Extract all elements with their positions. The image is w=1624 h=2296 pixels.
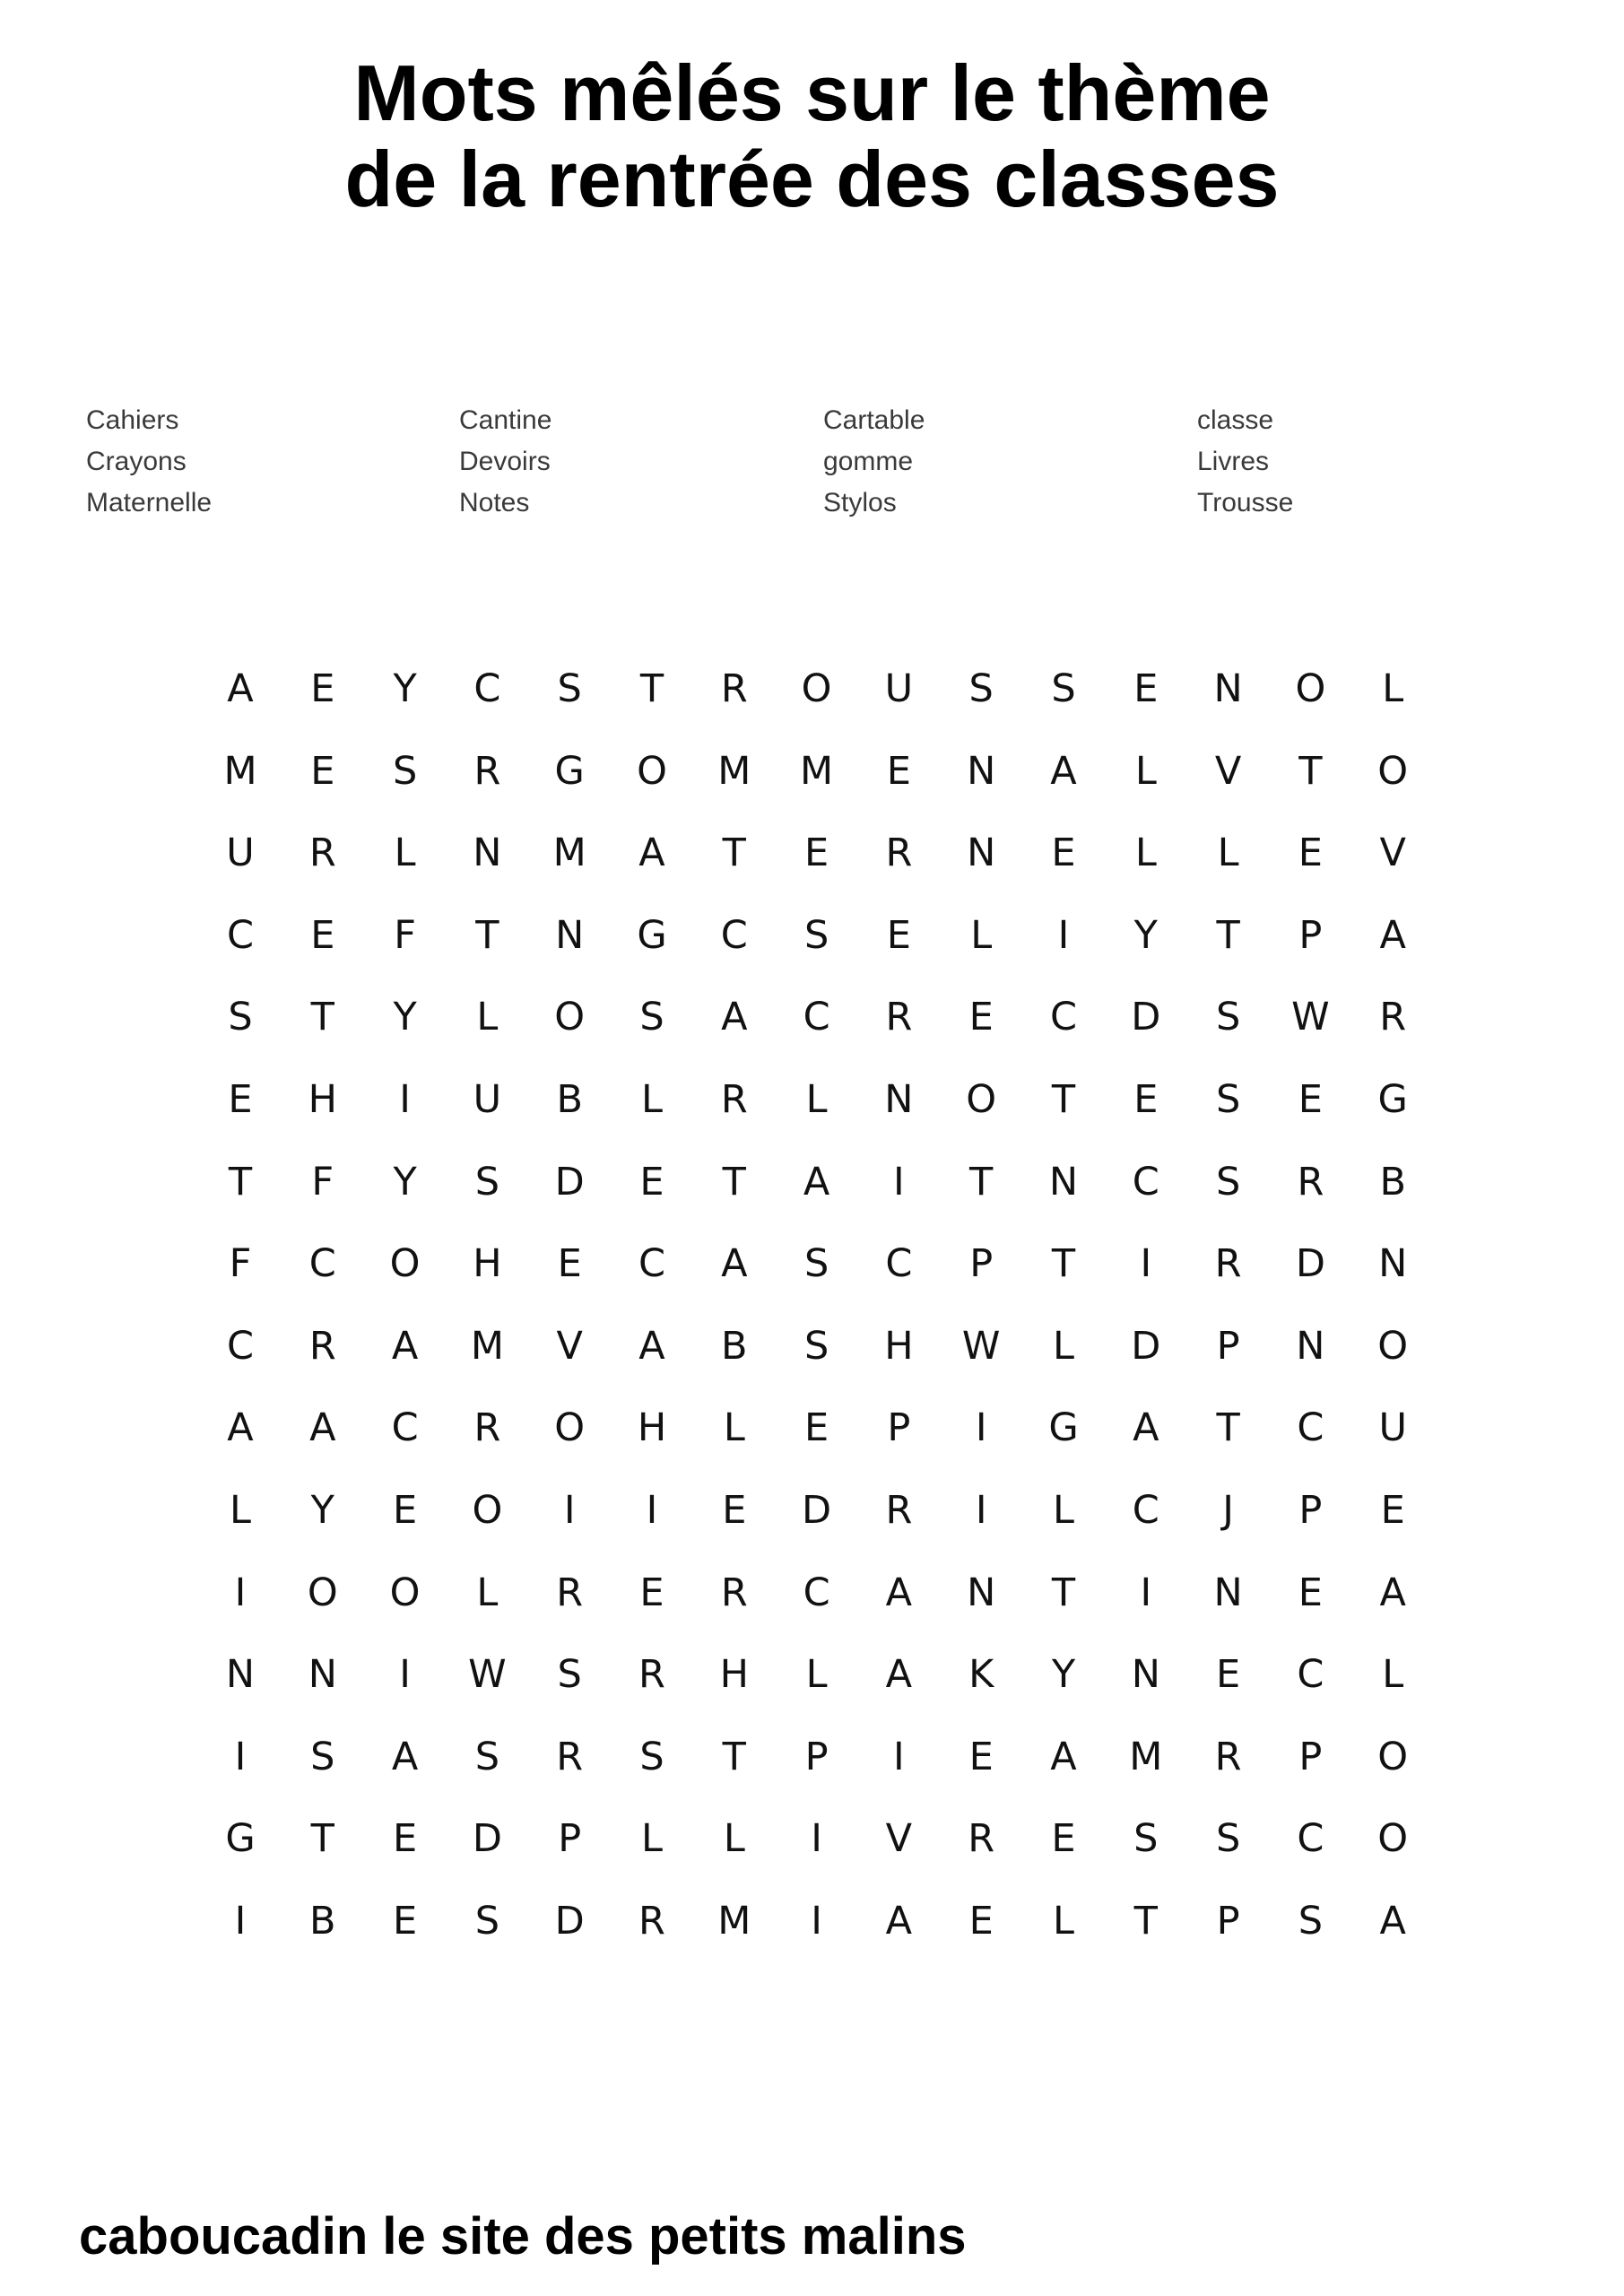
grid-letter[interactable]: E [1298,1570,1323,1615]
grid-letter[interactable]: E [1051,831,1076,876]
grid-letter[interactable]: O [1377,1323,1409,1369]
grid-letter[interactable]: P [1298,1734,1323,1779]
grid-letter[interactable]: Y [310,1488,334,1533]
grid-letter[interactable]: E [393,1899,418,1944]
grid-letter[interactable]: G [225,1816,256,1862]
grid-letter[interactable]: E [310,912,335,958]
grid-letter[interactable]: T [475,912,499,958]
grid-letter[interactable]: G [554,748,585,794]
grid-letter[interactable]: L [805,1652,828,1698]
grid-letter[interactable]: A [885,1899,913,1944]
grid-letter[interactable]: C [226,1323,255,1369]
word-list-item: Crayons [86,447,187,476]
grid-letter[interactable]: L [476,995,499,1040]
grid-letter[interactable]: N [967,831,996,876]
grid-letter[interactable]: N [555,912,585,958]
title-line-1: Mots mêlés sur le thème [353,48,1271,137]
grid-letter[interactable]: C [1297,1816,1324,1862]
word-list-item: Stylos [823,488,897,517]
grid-letter[interactable]: E [804,831,829,876]
grid-letter[interactable]: I [399,1652,411,1698]
grid-letter[interactable]: E [1216,1652,1241,1698]
grid-letter[interactable]: Y [393,666,417,711]
grid-letter[interactable]: S [392,748,418,794]
grid-letter[interactable]: A [885,1570,913,1615]
grid-letter[interactable]: L [1134,748,1157,794]
title-line-2: de la rentrée des classes [344,135,1280,223]
grid-letter[interactable]: A [1379,912,1406,958]
grid-letter[interactable]: F [394,912,416,958]
grid-letter[interactable]: R [968,1816,995,1862]
grid-letter[interactable]: S [1133,1816,1159,1862]
grid-letter[interactable]: E [886,912,911,958]
grid-letter[interactable]: V [1214,748,1242,794]
grid-letter[interactable]: P [1298,912,1323,958]
grid-letter[interactable]: R [308,831,336,876]
grid-letter[interactable]: E [639,1570,664,1615]
grid-letter[interactable]: H [884,1323,914,1369]
grid-letter[interactable]: S [1215,1077,1241,1122]
grid-letter[interactable]: A [638,1323,665,1369]
grid-letter[interactable]: I [975,1405,987,1451]
grid-letter[interactable]: T [310,995,334,1040]
grid-letter[interactable]: N [473,831,502,876]
grid-letter[interactable]: G [637,912,667,958]
grid-letter[interactable]: E [1133,666,1159,711]
grid-letter[interactable]: E [310,666,335,711]
grid-letter[interactable]: E [393,1816,418,1862]
grid-letter[interactable]: E [886,748,911,794]
grid-letter[interactable]: E [968,1734,994,1779]
grid-letter[interactable]: A [885,1652,913,1698]
grid-letter[interactable]: A [638,831,665,876]
grid-letter[interactable]: A [1050,748,1077,794]
grid-letter[interactable]: E [804,1405,829,1451]
grid-letter[interactable]: U [1378,1405,1407,1451]
grid-letter[interactable]: F [311,1159,334,1205]
grid-letter[interactable]: S [474,1159,500,1205]
grid-letter[interactable]: P [887,1405,911,1451]
grid-letter[interactable]: M [223,748,257,794]
grid-letter[interactable]: A [1379,1570,1406,1615]
grid-letter[interactable]: M [800,748,834,794]
grid-letter[interactable]: P [804,1734,829,1779]
grid-letter[interactable]: L [1053,1323,1074,1369]
grid-letter[interactable]: H [637,1405,667,1451]
grid-letter[interactable]: I [1140,1570,1152,1615]
grid-letter[interactable]: R [556,1570,584,1615]
grid-letter[interactable]: Y [1133,912,1158,958]
grid-letter[interactable]: O [637,748,667,794]
grid-letter[interactable]: C [803,1570,830,1615]
grid-letter[interactable]: V [885,1816,913,1862]
word-list-item: gomme [823,447,914,476]
grid-letter[interactable]: E [968,1899,994,1944]
grid-letter[interactable]: M [717,1899,751,1944]
grid-letter[interactable]: P [969,1241,994,1287]
grid-letter[interactable]: I [399,1077,411,1122]
grid-letter[interactable]: S [474,1899,500,1944]
grid-letter[interactable]: N [225,1652,256,1698]
grid-letter[interactable]: O [1295,666,1326,711]
grid-letter[interactable]: T [722,1159,746,1205]
grid-letter[interactable]: C [885,1241,913,1287]
grid-letter[interactable]: S [1215,995,1241,1040]
grid-letter[interactable]: S [228,995,253,1040]
grid-letter[interactable]: C [1049,995,1078,1040]
grid-letter[interactable]: E [393,1488,418,1533]
grid-letter[interactable]: E [722,1488,747,1533]
grid-letter[interactable]: C [638,1241,666,1287]
grid-letter[interactable]: S [803,912,829,958]
grid-letter[interactable]: L [970,912,993,958]
grid-letter[interactable]: A [227,1405,254,1451]
grid-letter[interactable]: E [1298,1077,1323,1122]
grid-letter[interactable]: M [552,831,586,876]
grid-letter[interactable]: M [1129,1734,1163,1779]
grid-letter[interactable]: W [961,1323,1001,1369]
grid-letter[interactable]: N [967,1570,996,1615]
grid-letter[interactable]: C [720,912,748,958]
grid-letter[interactable]: S [310,1734,335,1779]
grid-letter[interactable]: S [1051,666,1076,711]
grid-letter[interactable]: L [230,1488,251,1533]
grid-letter[interactable]: N [308,1652,337,1698]
grid-letter[interactable]: I [893,1734,905,1779]
grid-letter[interactable]: A [721,995,748,1040]
grid-letter[interactable]: T [722,1734,746,1779]
grid-letter[interactable]: A [309,1405,336,1451]
grid-letter[interactable]: I [811,1899,822,1944]
word-list-item: Devoirs [459,447,551,476]
grid-letter[interactable]: N [1378,1241,1408,1287]
grid-letter[interactable]: L [805,1077,828,1122]
grid-letter[interactable]: R [885,831,913,876]
word-list-item: Cartable [823,405,925,435]
grid-letter[interactable]: E [228,1077,253,1122]
grid-letter[interactable]: T [228,1159,253,1205]
grid-letter[interactable]: E [1298,831,1323,876]
grid-letter[interactable]: Y [393,995,417,1040]
grid-letter[interactable]: O [389,1241,421,1287]
grid-letter[interactable]: U [473,1077,502,1122]
grid-letter[interactable]: S [803,1323,829,1369]
grid-letter[interactable]: M [470,1323,504,1369]
grid-letter[interactable]: W [468,1652,507,1698]
grid-letter[interactable]: O [966,1077,997,1122]
grid-letter[interactable]: O [472,1488,503,1533]
grid-letter[interactable]: S [1215,1816,1241,1862]
grid-letter[interactable]: T [1216,1405,1240,1451]
grid-letter[interactable]: C [226,912,255,958]
grid-letter[interactable]: T [1051,1241,1076,1287]
grid-letter[interactable]: A [1050,1734,1077,1779]
grid-letter[interactable]: Y [1051,1652,1076,1698]
grid-letter[interactable]: N [1296,1323,1325,1369]
grid-letter[interactable]: G [1048,1405,1079,1451]
grid-letter[interactable]: O [307,1570,338,1615]
grid-letter[interactable]: I [1057,912,1070,958]
grid-letter[interactable]: S [474,1734,500,1779]
grid-letter[interactable]: I [975,1488,987,1533]
grid-letter[interactable]: H [473,1241,502,1287]
grid-letter[interactable]: R [720,1077,748,1122]
grid-letter[interactable]: N [1213,1570,1243,1615]
grid-letter[interactable]: A [803,1159,830,1205]
grid-letter[interactable]: V [1379,831,1406,876]
grid-letter[interactable]: S [639,995,664,1040]
grid-letter[interactable]: L [1382,1652,1404,1698]
grid-letter[interactable]: I [811,1816,822,1862]
grid-letter[interactable]: E [1380,1488,1405,1533]
grid-letter[interactable]: C [1132,1488,1159,1533]
grid-letter[interactable]: C [391,1405,419,1451]
grid-letter[interactable]: S [803,1241,829,1287]
grid-letter[interactable]: E [639,1159,664,1205]
grid-letter[interactable]: I [563,1488,576,1533]
grid-letter[interactable]: R [1379,995,1407,1040]
grid-letter[interactable]: R [885,995,913,1040]
grid-letter[interactable]: R [1214,1241,1242,1287]
grid-letter[interactable]: T [969,1159,994,1205]
grid-letter[interactable]: B [556,1077,583,1122]
grid-letter[interactable]: A [391,1734,419,1779]
grid-letter[interactable]: C [1297,1652,1324,1698]
grid-letter[interactable]: T [310,1816,334,1862]
grid-letter[interactable]: O [554,1405,586,1451]
grid-letter[interactable]: T [1298,748,1323,794]
word-list-item: classe [1197,405,1274,435]
grid-letter[interactable]: P [1216,1899,1240,1944]
word-list-item: Cahiers [86,405,179,435]
grid-letter[interactable]: O [389,1570,421,1615]
site-footer: caboucadin le site des petits malins [79,2207,967,2266]
grid-letter[interactable]: D [554,1159,585,1205]
grid-letter[interactable]: R [473,1405,501,1451]
grid-letter[interactable]: D [802,1488,832,1533]
grid-letter[interactable]: E [968,995,994,1040]
grid-letter[interactable]: I [234,1570,247,1615]
grid-letter[interactable]: I [893,1159,905,1205]
word-list-item: Maternelle [86,488,213,517]
grid-letter[interactable]: L [1053,1899,1074,1944]
grid-letter[interactable]: N [967,748,996,794]
grid-letter[interactable]: U [226,831,255,876]
grid-letter[interactable]: L [723,1816,745,1862]
grid-letter[interactable]: B [721,1323,748,1369]
grid-letter[interactable]: P [1298,1488,1323,1533]
grid-letter[interactable]: K [968,1652,994,1698]
grid-letter[interactable]: T [639,666,664,711]
grid-letter[interactable]: D [1131,995,1161,1040]
grid-letter[interactable]: O [1377,748,1409,794]
grid-letter[interactable]: S [1215,1159,1241,1205]
grid-letter[interactable]: R [308,1323,336,1369]
grid-letter[interactable]: R [638,1899,665,1944]
grid-letter[interactable]: A [391,1323,419,1369]
grid-letter[interactable]: I [234,1899,247,1944]
grid-letter[interactable]: E [310,748,335,794]
grid-letter[interactable]: B [309,1899,336,1944]
grid-letter[interactable]: C [1297,1405,1324,1451]
grid-letter[interactable]: S [639,1734,664,1779]
grid-letter[interactable]: N [884,1077,914,1122]
word-list-item: Trousse [1197,488,1294,517]
grid-letter[interactable]: R [638,1652,665,1698]
grid-letter[interactable]: P [558,1816,582,1862]
grid-letter[interactable]: S [968,666,994,711]
grid-letter[interactable]: R [473,748,501,794]
grid-letter[interactable]: I [234,1734,247,1779]
grid-letter[interactable]: L [641,1816,663,1862]
grid-letter[interactable]: R [1214,1734,1242,1779]
grid-letter[interactable]: L [394,831,416,876]
grid-letter[interactable]: D [472,1816,502,1862]
grid-letter[interactable]: S [1298,1899,1324,1944]
grid-letter[interactable]: Y [393,1159,417,1205]
grid-letter[interactable]: W [1291,995,1330,1040]
word-list-item: Notes [459,488,530,517]
grid-letter[interactable]: S [557,1652,582,1698]
grid-letter[interactable]: J [1222,1488,1234,1533]
grid-letter[interactable]: R [1297,1159,1324,1205]
grid-letter[interactable]: N [1131,1652,1160,1698]
grid-letter[interactable]: L [476,1570,499,1615]
grid-letter[interactable]: E [557,1241,582,1287]
grid-letter[interactable]: P [1216,1323,1240,1369]
grid-letter[interactable]: T [1051,1570,1076,1615]
grid-letter[interactable]: R [720,666,748,711]
grid-letter[interactable]: L [1382,666,1404,711]
grid-letter[interactable]: H [308,1077,337,1122]
grid-letter[interactable]: L [1134,831,1157,876]
grid-letter[interactable]: A [1133,1405,1159,1451]
grid-letter[interactable]: L [1053,1488,1074,1533]
grid-letter[interactable]: N [1048,1159,1079,1205]
grid-letter[interactable]: L [641,1077,663,1122]
grid-letter[interactable]: D [1131,1323,1161,1369]
grid-letter[interactable]: F [229,1241,252,1287]
word-list-item: Livres [1197,447,1270,476]
grid-letter[interactable]: I [646,1488,658,1533]
grid-letter[interactable]: O [801,666,832,711]
grid-letter[interactable]: U [884,666,914,711]
grid-letter[interactable]: E [1133,1077,1159,1122]
grid-letter[interactable]: O [554,995,586,1040]
grid-letter[interactable]: A [227,666,254,711]
grid-letter[interactable]: V [556,1323,583,1369]
grid-letter[interactable]: E [1051,1816,1076,1862]
grid-letter[interactable]: A [1379,1899,1406,1944]
grid-letter[interactable]: C [473,666,501,711]
grid-letter[interactable]: N [1213,666,1243,711]
grid-letter[interactable]: A [721,1241,748,1287]
grid-letter[interactable]: T [1216,912,1240,958]
grid-letter[interactable]: B [1379,1159,1406,1205]
word-list-item: Cantine [459,405,552,435]
grid-letter[interactable]: T [1133,1899,1158,1944]
grid-letter[interactable]: D [1295,1241,1325,1287]
grid-letter[interactable]: T [722,831,746,876]
grid-letter[interactable]: R [885,1488,913,1533]
grid-letter[interactable]: R [720,1570,748,1615]
grid-letter[interactable]: I [1140,1241,1152,1287]
grid-letter[interactable]: C [1132,1159,1159,1205]
grid-letter[interactable]: C [803,995,830,1040]
grid-letter[interactable]: S [557,666,582,711]
grid-letter[interactable]: L [1217,831,1239,876]
grid-letter[interactable]: T [1051,1077,1076,1122]
grid-letter[interactable]: O [1377,1816,1409,1862]
grid-letter[interactable]: G [1377,1077,1408,1122]
grid-letter[interactable]: O [1377,1734,1409,1779]
grid-letter[interactable]: M [717,748,751,794]
grid-letter[interactable]: R [556,1734,584,1779]
grid-letter[interactable]: L [723,1405,745,1451]
grid-letter[interactable]: D [554,1899,585,1944]
grid-letter[interactable]: H [719,1652,749,1698]
grid-letter[interactable]: C [308,1241,336,1287]
